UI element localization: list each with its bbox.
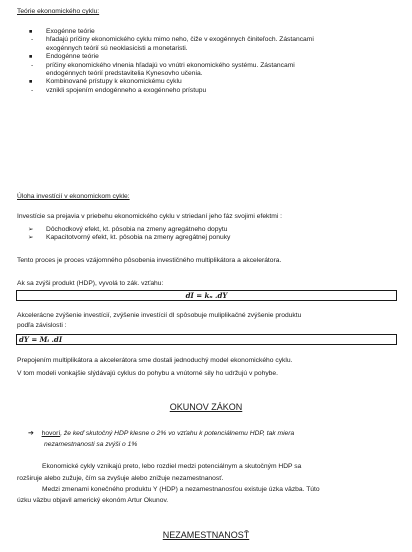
list-item (18, 36, 398, 44)
formula-accelerator: dI = kₙ .dY (16, 290, 397, 301)
arrow-bullet-icon: ➢ (28, 226, 34, 233)
section-title-investment-role: Úloha investícií v ekonomickom cykle: (17, 193, 130, 200)
okun-paragraph-line-4: úzku väzbu objavil americký ekonóm Artur Okunov. (17, 497, 169, 504)
heading-okun-law: OKUNOV ZÁKON (169, 402, 243, 412)
okun-claim-verb: hovorí (41, 430, 61, 437)
list-item (18, 87, 398, 95)
process-sentence: Tento proces je proces vzájomného pôsobenia investičného multiplikátora a akcelerátora. (17, 257, 282, 264)
okun-paragraph-line-3: Medzi zmenami konečného produktu Y (HDP) a nezamestnanosťou existuje úzka väzba. Túto (42, 486, 320, 493)
cycle-theories-list (18, 28, 398, 95)
dash-bullet-icon: - (31, 36, 34, 44)
dash-bullet-icon: - (31, 86, 34, 94)
list-item-text: hľadajú príčiny ekonomického cyklu mimo neho, čiže v exogénnych činiteľoch. Zástancami (46, 36, 314, 44)
dash-bullet-icon: - (31, 61, 34, 69)
okun-paragraph-line-2: rozširuje alebo zužuje, čím sa zvyšuje alebo znižuje nezamestnanosť. (17, 475, 224, 482)
accelerator-line-1: Akcelerácne zvýšenie investícií, zvýšenie investícií dI spôsobuje muliplikačné zvýšenie produktu (17, 312, 302, 319)
arrow-icon: ➔ (28, 430, 34, 437)
effect-capacity: Kapacitotvorný efekt, kt. pôsobia na zmeny agregátnej ponuky (46, 234, 231, 242)
list-item (18, 28, 398, 36)
list-item-text: endogénnych teórií predstavitelia Kynesovho učenia. (46, 70, 203, 78)
list-item (18, 226, 230, 234)
list-item-text: Kombinované prístupy k ekonomickému cyklu (46, 78, 182, 86)
arrow-bullet-icon: ➢ (28, 234, 34, 242)
okun-claim-line-2: nezamestnanosti sa zvýši o 1% (44, 441, 138, 448)
square-bullet-icon: ■ (29, 29, 33, 35)
okun-claim-rest: , že keď skutočný HDP klesne o 2% vo vzťahu k potenciálnemu HDP, tak miera (60, 430, 295, 437)
okun-claim-line-1 (28, 430, 294, 438)
list-item (18, 62, 398, 70)
investment-effects-list (18, 226, 230, 243)
product-sentence: Ak sa zvýši produkt (HDP), vyvolá to zák. vzťahu: (17, 280, 164, 287)
investment-intro: Investície sa prejavia v priebehu ekonomického cyklu v striedaní jeho fáz svojimi efektmi : (17, 213, 283, 220)
model-line-1: Prepojením multiplikátora a akcelerátora sme dostali jednoduchý model ekonomického cyklu. (17, 357, 293, 364)
list-item (18, 234, 230, 242)
list-item-text: Endogénne teórie (46, 53, 99, 61)
effect-income: Dôchodkový efekt, kt. pôsobia na zmeny agregátneho dopytu (46, 226, 228, 233)
list-item-text: vznikli spojením endogénneho a exogénneho prístupu (46, 86, 207, 94)
section-title-cycle-theories: Teórie ekonomického cyklu: (17, 8, 100, 15)
list-item (18, 70, 398, 78)
heading-unemployment: NEZAMESTNANOSŤ (162, 530, 250, 540)
list-item (18, 53, 398, 61)
formula-multiplier: dY = Mᵢ .dI (16, 334, 397, 345)
list-item-text: exogénnych teórií sú neoklasicisti a monetaristi. (46, 44, 188, 52)
square-bullet-icon: ■ (29, 79, 33, 86)
square-bullet-icon: ■ (29, 54, 33, 61)
list-item (18, 45, 398, 53)
okun-paragraph-line-1: Ekonomické cykly vznikajú preto, lebo rozdiel medzi potenciálnym a skutočným HDP sa (42, 463, 302, 470)
list-item-text: príčiny ekonomického vlnenia hľadajú vo vnútri ekonomického systému. Zástancami (46, 61, 295, 69)
accelerator-line-2: podľa závislosti : (17, 322, 67, 329)
list-item-text: Exogénne teórie (46, 28, 95, 35)
list-item (18, 78, 398, 86)
model-line-2: V tom modeli vonkajšie slýdávajú cyklus do pohybu a vnútorné sily ho udržujú v pohybe. (17, 370, 278, 377)
